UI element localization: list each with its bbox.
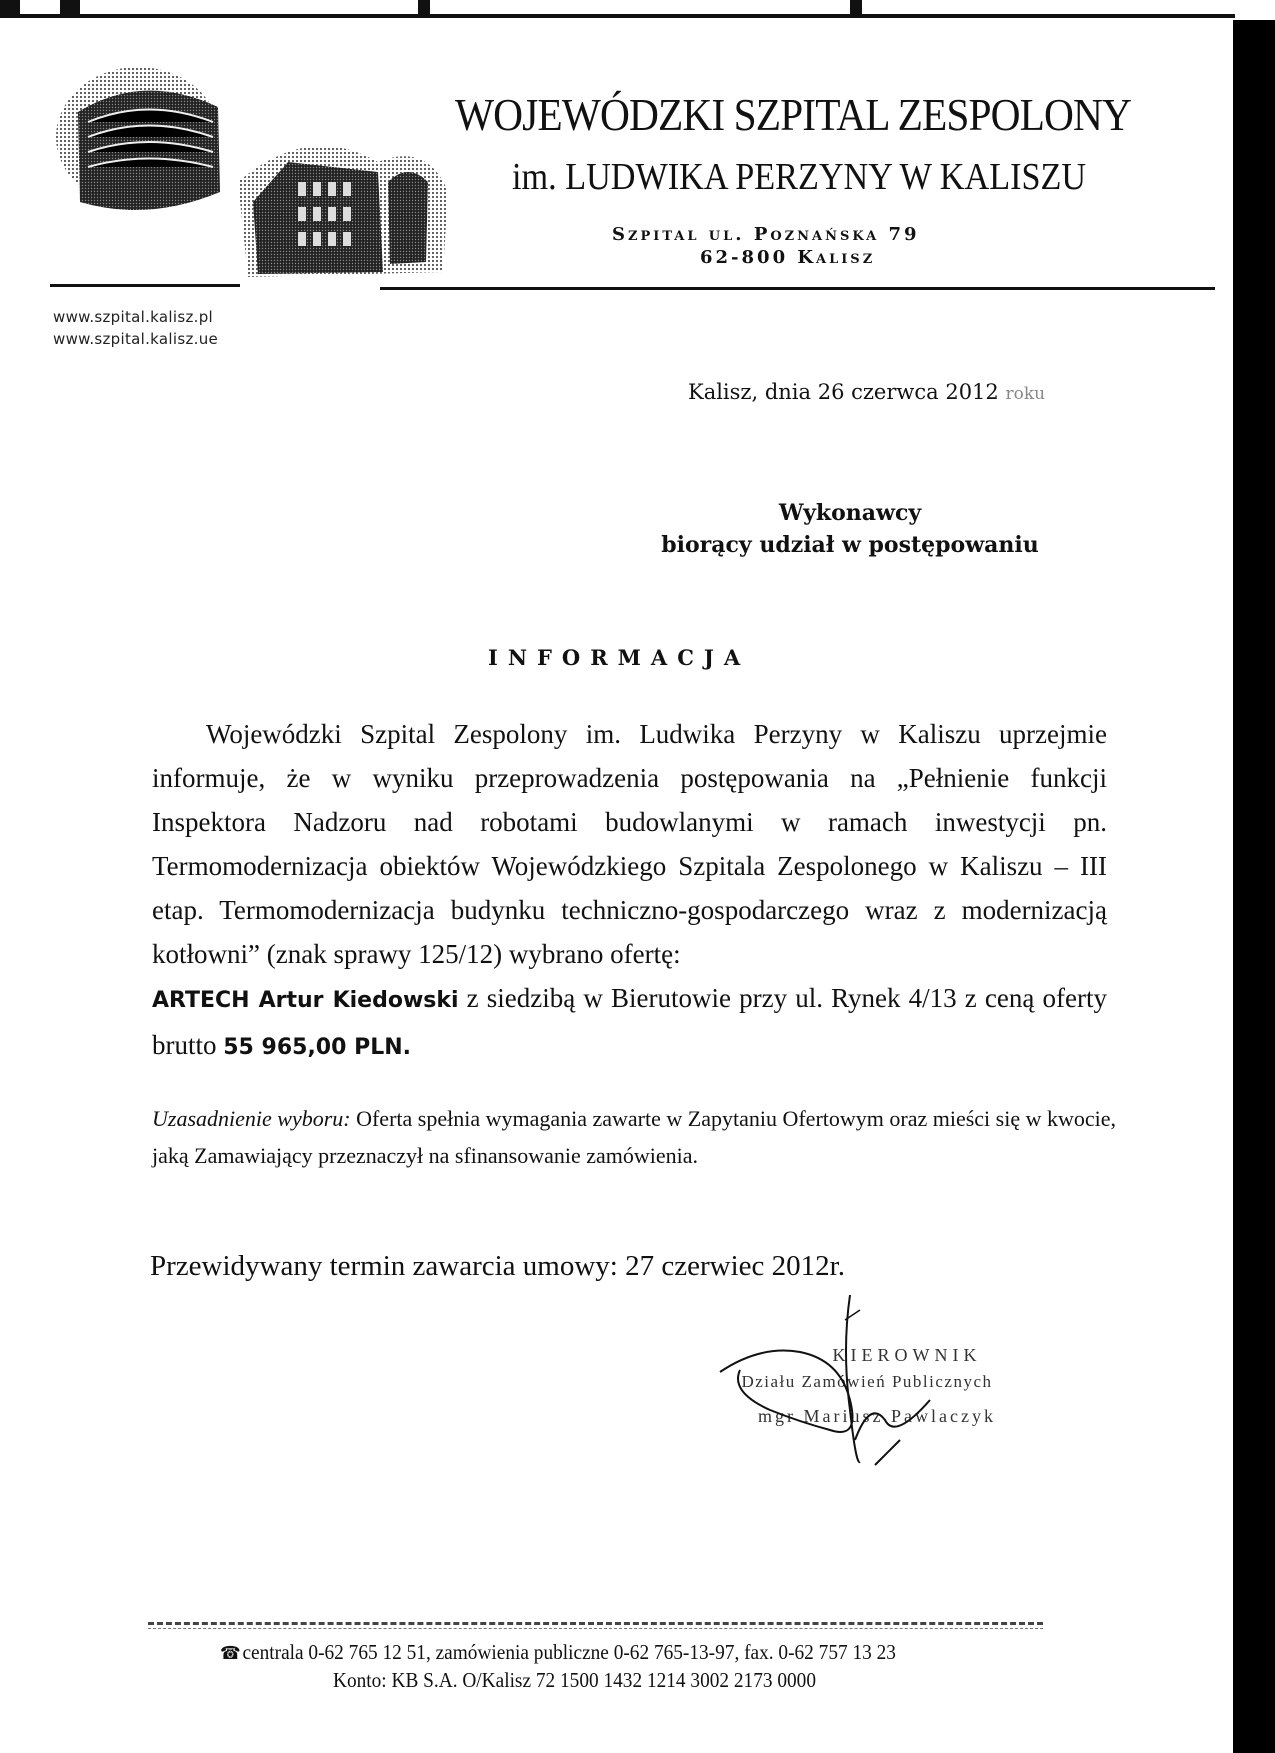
website-link[interactable]: www.szpital.kalisz.pl [53,308,213,326]
footer-contacts [220,1640,896,1665]
body-text: z siedzibą w Bierutowie przy ul. Rynek 4/13 z ceną oferty brutto [152,983,1107,1060]
letterhead-divider [50,284,240,287]
justification-label: Uzasadnienie wyboru: [152,1106,351,1131]
date-suffix: roku [1005,384,1046,404]
contract-term: Przewidywany termin zawarcia umowy: 27 czerwiec 2012r. [150,1250,845,1282]
justification-paragraph [152,1100,1122,1174]
recipient-block [600,497,1100,561]
justification-text: Oferta spełnia wymagania zawarte w Zapytaniu Ofertowym oraz mieści się w kwocie, jaką Zamawiający przeznaczył na sfinansowanie zamówienia. [152,1106,1117,1168]
winning-contractor: ARTECH Artur Kiedowski [152,988,459,1013]
contact-numbers: centrala 0-62 765 12 51, zamówienia publiczne 0-62 765-13-97, fax. 0-62 757 13 23 [242,1640,896,1664]
hospital-buildings-icon [48,52,468,282]
website-link[interactable]: www.szpital.kalisz.ue [53,330,219,348]
scan-right-edge [1233,20,1275,1753]
document-heading: INFORMACJA [488,645,751,670]
recipient-line: Wykonawcy [778,500,922,526]
letter-date [688,380,1045,404]
scan-artifact [418,0,430,16]
stamp-name: mgr Mariusz Pawlaczyk [758,1406,996,1426]
recipient-line: biorący udział w postępowaniu [661,532,1039,558]
scan-artifact [60,0,80,16]
signature-icon [700,1290,1020,1470]
footer-divider [148,1622,1043,1625]
stamp-title: KIEROWNIK [832,1345,982,1365]
institution-postcode-city: 62-800 Kalisz [700,247,876,268]
telephone-icon: ☎ [220,1643,241,1663]
scan-artifact [850,0,862,16]
date-main: Kalisz, dnia 26 czerwca 2012 [688,380,999,404]
stamp-department: Działu Zamówień Publicznych [741,1372,993,1391]
body-text: Wojewódzki Szpital Zespolony im. Ludwika Perzyny w Kaliszu uprzejmie informuje, że w wyniku przeprowadzenia postępowania na „Pełnienie funkcji Inspektora Nadzoru nad robotami budowlanymi w ramach inwestycji pn. Termomodernizacja obiektów Wojewódzkiego Szpitala Zespolonego w Kaliszu – III etap. Termomodernizacja budynku techniczno-gospodarczego wraz z modernizacją kotłowni” (znak sprawy 125/12) wybrano ofertę: [152,719,1107,969]
footer-divider [148,1628,1043,1629]
institution-name: WOJEWÓDZKI SZPITAL ZESPOLONY [455,89,1131,140]
institution-address: Szpital ul. Poznańska 79 [612,224,920,245]
main-paragraph [152,712,1107,1070]
scan-top-edge [0,14,1235,18]
letterhead-divider [380,287,1215,290]
scan-artifact [0,0,20,16]
footer-bank-account: Konto: KB S.A. O/Kalisz 72 1500 1432 1214 3002 2173 0000 [333,1668,816,1692]
offer-price: 55 965,00 PLN. [223,1035,411,1060]
institution-subtitle: im. LUDWIKA PERZYNY W KALISZU [512,156,1087,198]
